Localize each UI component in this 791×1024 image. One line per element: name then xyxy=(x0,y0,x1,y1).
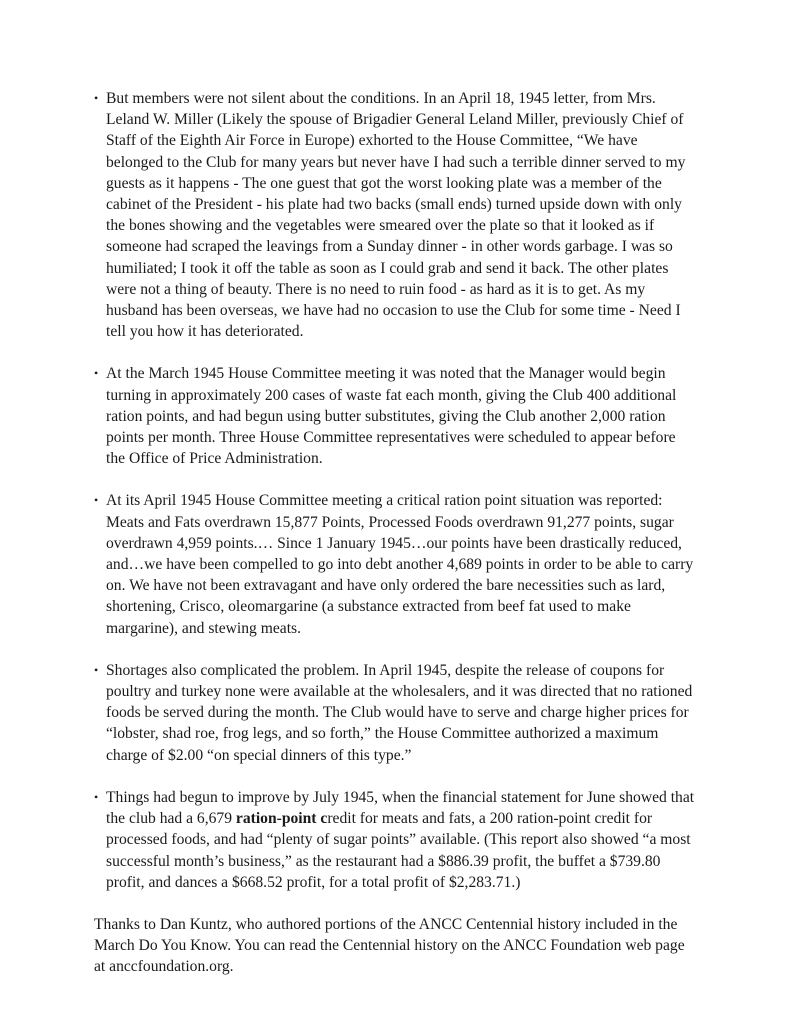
list-item-april-meeting xyxy=(94,490,698,638)
text-segment: Things had begun to improve by July 1945, when the financial statement for June showed that the club had a 6,679 xyxy=(106,788,695,828)
paragraph-text: But members were not silent about the conditions. In an April 18, 1945 letter, from Mrs. Leland W. Miller (Likely the spouse of Brigadier General Leland Miller, previously Chief of Staff of the Eighth Air Force in Europe) exhorted to the House Committee, “We have belonged to the Club for many years but never have I had such a terrible dinner served to my guests as it happens - The one guest that got the worst looking plate was a member of the cabinet of the President - his plate had two backs (small ends) turned upside down with only the bones showing and the vegetables were smeared over the plate so that it looked as if someone had scraped the leavings from a Sunday dinner - in other words garbage. I was so humiliated; I took it off the table as soon as I could grab and send it back. The other plates were not a thing of beauty. There is no need to ruin food - as hard as it is to get. As my husband has been overseas, we have had no occasion to use the Club for some time - Need I tell you how it has deteriorated. xyxy=(106,90,686,341)
paragraph-text xyxy=(106,789,694,891)
bullet-icon: • xyxy=(94,366,99,381)
text-segment: redit for meats and fats, a 200 ration-point credit for processed foods, and had “plenty of sugar points” available. (This report also showed “a most successful month’s business,” as the restaurant had a $886.39 profit, the buffet a $739.80 profit, and dances a $668.52 profit, for a total profit of $2,283.71.) xyxy=(106,810,691,891)
list-item-july-improvement xyxy=(94,787,698,893)
paragraph-text: At the March 1945 House Committee meeting it was noted that the Manager would begin turning in approximately 200 cases of waste fat each month, giving the Club 400 additional ration points, and had begun using butter substitutes, giving the Club another 2,000 ration points per month. Three House Committee representatives were scheduled to appear before the Office of Price Administration. xyxy=(106,365,677,468)
bullet-list xyxy=(94,88,698,893)
paragraph-text: Shortages also complicated the problem. In April 1945, despite the release of coupons for poultry and turkey none were available at the wholesalers, and it was directed that no rationed foods be served during the month. The Club would have to serve and charge higher prices for “lobster, shad roe, frog legs, and so forth,” the House Committee authorized a maximum charge of $2.00 “on special dinners of this type.” xyxy=(106,661,693,764)
bullet-icon: • xyxy=(94,789,99,804)
list-item-shortages xyxy=(94,660,698,766)
closing-paragraph: Thanks to Dan Kuntz, who authored portions of the ANCC Centennial history included in the March Do You Know. You can read the Centennial history on the ANCC Foundation web page at anccfoundation.org. xyxy=(94,915,685,976)
list-item-miller-letter xyxy=(94,88,698,342)
paragraph-text: At its April 1945 House Committee meeting a critical ration point situation was reported: Meats and Fats overdrawn 15,877 Points, Processed Foods overdrawn 91,277 points, sugar overdrawn 4,959 points.… Since 1 January 1945…our points have been drastically reduced, and…we have been compelled to go into debt another 4,689 points in order to be able to carry on. We have not been extravagant and have only ordered the bare necessities such as lard, shortening, Crisco, oleomargarine (a substance extracted from beef fat used to make margarine), and stewing meats. xyxy=(106,492,694,637)
bold-text: ration-point c xyxy=(235,810,328,828)
document-page xyxy=(94,88,698,978)
bullet-icon: • xyxy=(94,662,99,677)
bullet-icon: • xyxy=(94,91,99,105)
list-item-march-meeting xyxy=(94,363,698,469)
bullet-icon: • xyxy=(94,493,99,508)
